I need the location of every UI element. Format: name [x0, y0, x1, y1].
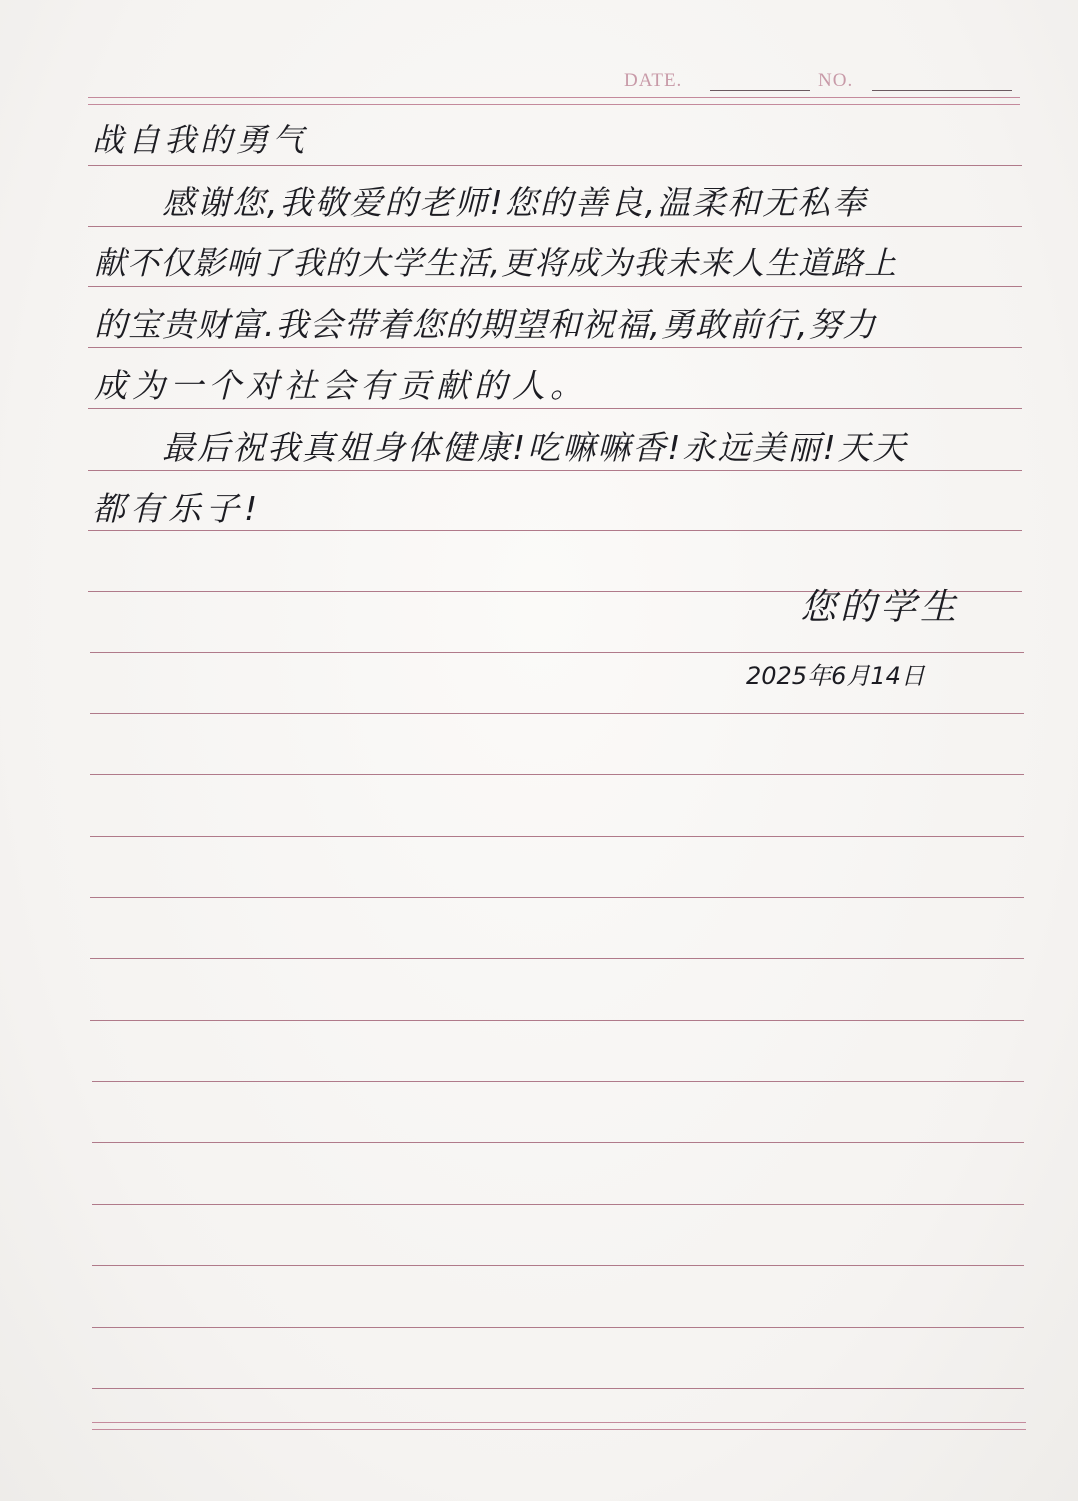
ruled-line [92, 1265, 1024, 1266]
ruled-line [88, 165, 1022, 166]
letter-line: 战自我的勇气 [92, 121, 309, 159]
ruled-line [92, 1388, 1024, 1389]
letter-line: 献不仅影响了我的大学生活,更将成为我未来人生道路上 [94, 244, 898, 282]
letter-line: 感谢您,我敬爱的老师!您的善良,温柔和无私奉 [162, 183, 868, 222]
ruled-line [92, 1081, 1024, 1082]
ruled-line [90, 652, 1024, 653]
number-label: NO. [818, 70, 854, 91]
ruled-line [90, 1020, 1024, 1021]
ruled-line [90, 897, 1024, 898]
ruled-line [90, 774, 1024, 775]
header-double-rule [88, 97, 1020, 105]
date-label: DATE. [624, 70, 683, 91]
ruled-line [88, 408, 1022, 409]
ruled-line [88, 226, 1022, 227]
footer-double-rule [92, 1422, 1026, 1430]
number-blank [872, 90, 1012, 91]
ruled-line [92, 1142, 1024, 1143]
letter-line: 的宝贵财富.我会带着您的期望和祝福,勇敢前行,努力 [94, 305, 877, 344]
ruled-line [88, 286, 1022, 287]
ruled-line [92, 1327, 1024, 1328]
letter-date: 2025年6月14日 [746, 662, 925, 690]
date-blank [710, 90, 810, 91]
ruled-line [88, 530, 1022, 531]
ruled-line [88, 347, 1022, 348]
page-header [620, 66, 1020, 96]
ruled-line [88, 470, 1022, 471]
ruled-line [90, 713, 1024, 714]
signature: 您的学生 [800, 587, 961, 628]
letter-line: 都有乐子! [92, 489, 263, 528]
letter-line: 成为一个对社会有贡献的人。 [94, 366, 588, 405]
ruled-line [90, 958, 1024, 959]
ruled-line [90, 836, 1024, 837]
letter-line: 最后祝我真姐身体健康!吃嘛嘛香!永远美丽!天天 [162, 428, 908, 467]
ruled-line [92, 1204, 1024, 1205]
